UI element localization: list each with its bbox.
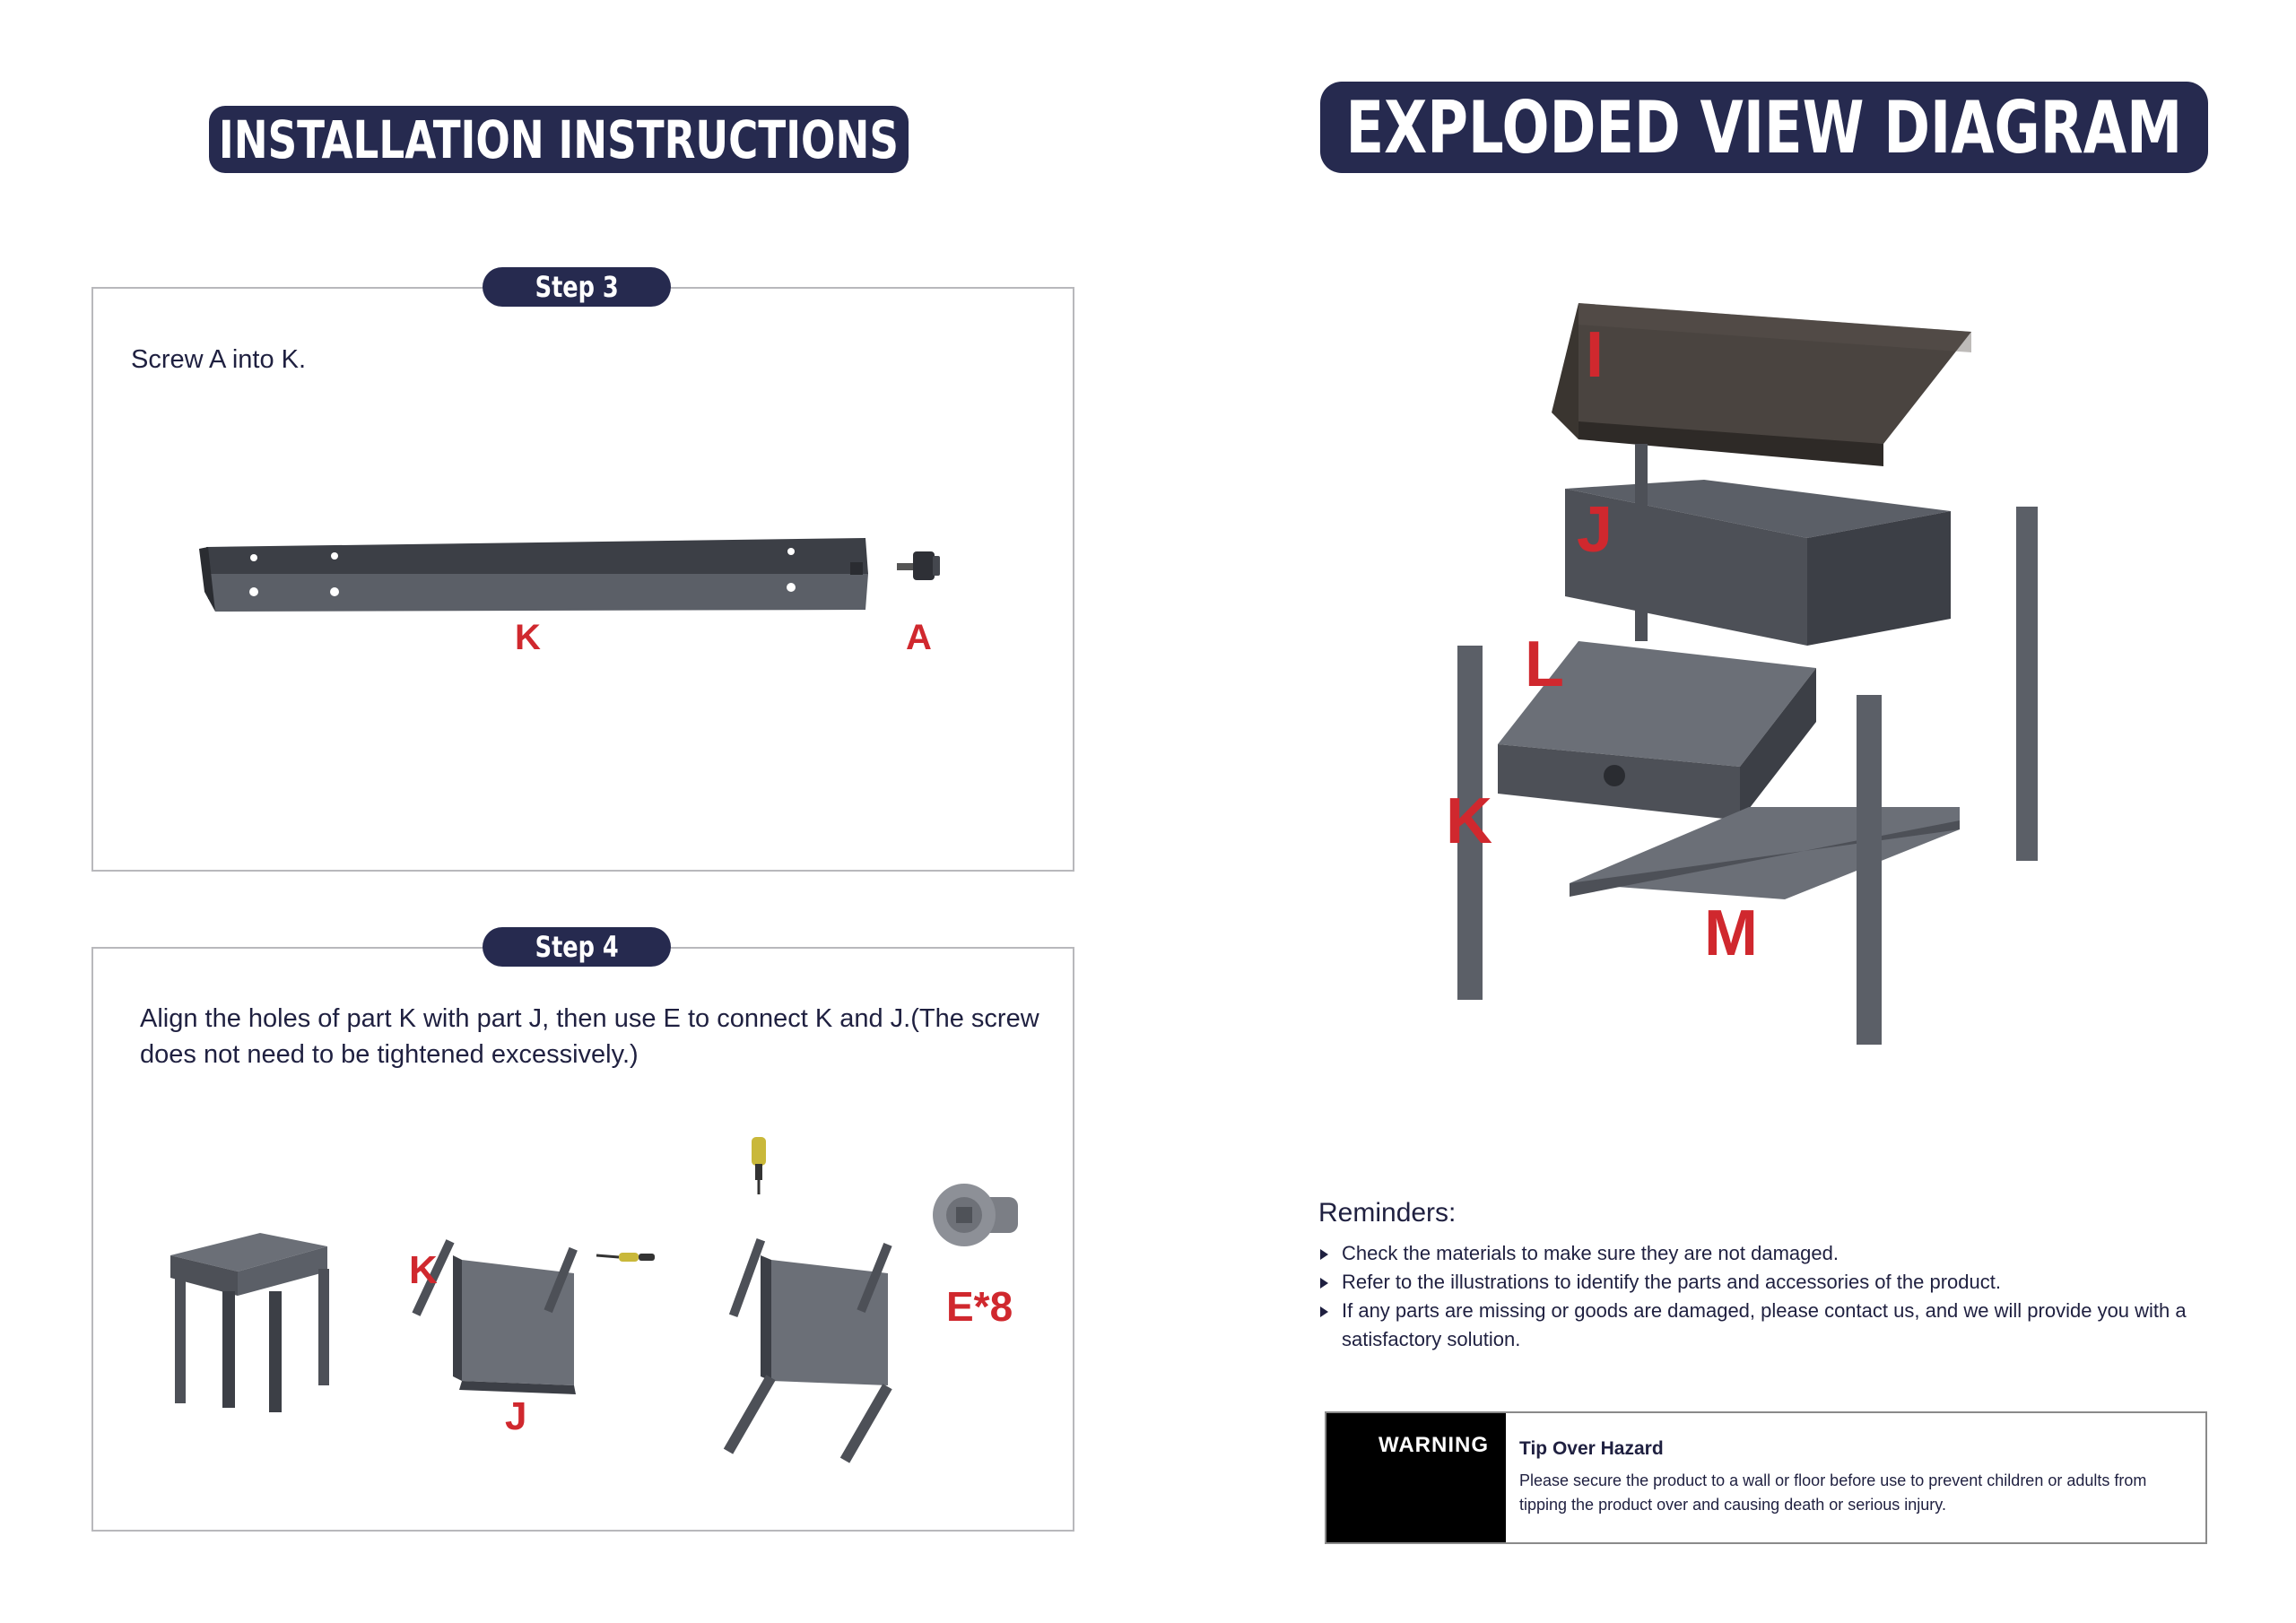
- exploded-label-m: M: [1704, 898, 1758, 969]
- step-3-part-label-a: A: [906, 618, 932, 657]
- warning-text: Please secure the product to a wall or floor before use to prevent children or adults from tipping the product over and causing death or serious injury.: [1519, 1471, 2147, 1514]
- warning-title: Tip Over Hazard: [1519, 1438, 1664, 1459]
- step-4-part-label-k: K: [409, 1248, 438, 1292]
- bolt-e-illustration: [933, 1184, 1018, 1246]
- step-4-label: Step 4: [535, 930, 619, 964]
- assembled-frame-illustration: [170, 1233, 329, 1412]
- exploded-label-j: J: [1577, 494, 1613, 566]
- screw-a-illustration: [897, 551, 940, 580]
- step-3-part-label-k: K: [515, 618, 541, 657]
- reminders-list: [1318, 1239, 2224, 1354]
- reminder-item: [1318, 1239, 2224, 1268]
- reminder-item-text: Refer to the illustrations to identify the parts and accessories of the product.: [1342, 1271, 2001, 1293]
- bullet-triangle-icon: [1320, 1306, 1328, 1317]
- reminder-item: [1318, 1297, 2224, 1354]
- leg-k-illustration: [199, 538, 868, 612]
- exploded-label-k: K: [1446, 785, 1492, 857]
- reminders-title: Reminders:: [1318, 1198, 1457, 1228]
- k-j-assembly-illustration: [412, 1239, 655, 1394]
- reminder-item-text: If any parts are missing or goods are damaged, please contact us, and we will provide you with a satisfactory solution.: [1342, 1299, 2187, 1350]
- step-4-part-label-j: J: [505, 1394, 527, 1438]
- cabinet-j-illustration: [1565, 444, 1951, 646]
- screwdriver-assembly-illustration: [724, 1137, 892, 1463]
- installation-instructions-title-text: INSTALLATION INSTRUCTIONS: [218, 108, 900, 170]
- reminder-item: [1318, 1268, 2224, 1297]
- step-3-label: Step 3: [535, 270, 619, 304]
- step-4-instruction: Align the holes of part K with part J, then use E to connect K and J.(The screw does not need to be tightened excessively.): [140, 1004, 1039, 1069]
- tabletop-i-illustration: [1552, 303, 1971, 466]
- hardware-label-e8: E*8: [946, 1283, 1013, 1330]
- warning-box: [1325, 1411, 2207, 1544]
- exploded-label-i: I: [1586, 319, 1605, 391]
- warning-badge: [1326, 1413, 1506, 1542]
- reminder-item-text: Check the materials to make sure they are not damaged.: [1342, 1242, 1839, 1264]
- step-3-instruction: Screw A into K.: [131, 345, 307, 374]
- warning-label: WARNING: [1378, 1433, 1489, 1457]
- shelf-m-illustration: [1570, 807, 1960, 899]
- exploded-label-l: L: [1525, 629, 1564, 700]
- bullet-triangle-icon: [1320, 1249, 1328, 1260]
- exploded-view-title-text: EXPLODED VIEW DIAGRAM: [1345, 85, 2183, 169]
- bullet-triangle-icon: [1320, 1278, 1328, 1289]
